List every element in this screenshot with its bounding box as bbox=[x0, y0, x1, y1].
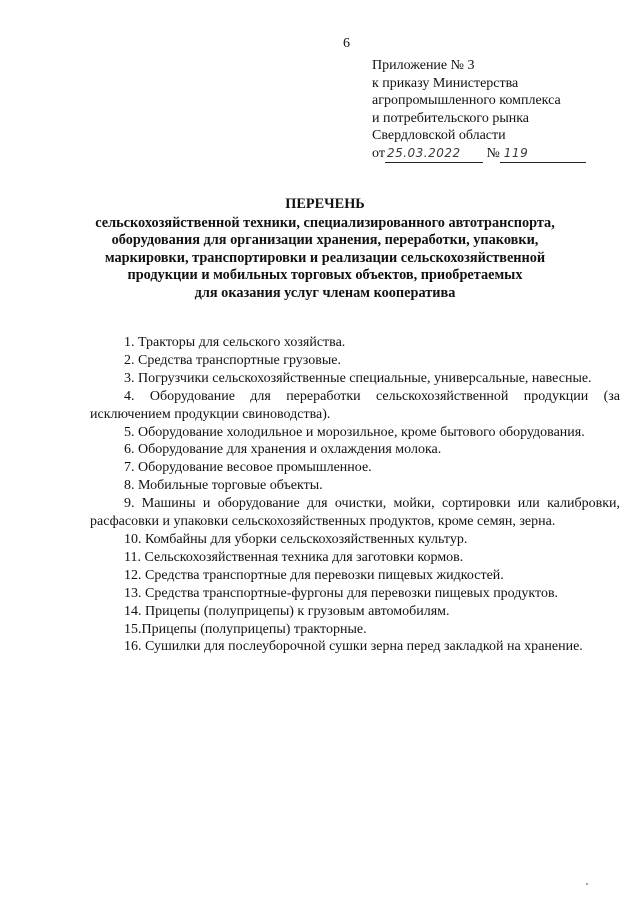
title-line: сельскохозяйственной техники, специализированного автотранспорта, bbox=[95, 214, 555, 231]
list-item: 6. Оборудование для хранения и охлаждения молока. bbox=[124, 442, 442, 458]
list-item: 11. Сельскохозяйственная техника для заготовки кормов. bbox=[124, 549, 464, 565]
number-prefix: № bbox=[486, 145, 500, 161]
list-item: 2. Средства транспортные грузовые. bbox=[124, 352, 341, 368]
list-item: 10. Комбайны для уборки сельскохозяйственных культур. bbox=[124, 531, 468, 547]
appendix-ministry-line: агропромышленного комплекса bbox=[372, 93, 561, 108]
list-item: 5. Оборудование холодильное и морозильное, кроме бытового оборудования. bbox=[124, 424, 585, 440]
list-item: 9. Машины и оборудование для очистки, мойки, сортировки или калибровки, расфасовки и упаковки сельскохозяйственных продуктов, кроме семян, зерна. bbox=[90, 496, 620, 530]
list-item: 3. Погрузчики сельскохозяйственные специальные, универсальные, навесные. bbox=[124, 370, 592, 386]
date-prefix: от bbox=[372, 145, 385, 161]
scan-speck bbox=[586, 883, 588, 885]
list-item: 15.Прицепы (полуприцепы) тракторные. bbox=[124, 621, 367, 637]
title-line: для оказания услуг членам кооператива bbox=[194, 284, 456, 301]
appendix-title: Приложение № 3 bbox=[372, 58, 475, 73]
list-item: 1. Тракторы для сельского хозяйства. bbox=[124, 335, 346, 350]
list-item: 14. Прицепы (полуприцепы) к грузовым автомобилям. bbox=[124, 603, 450, 619]
appendix-order-line: к приказу Министерства bbox=[372, 75, 519, 91]
title-line: продукции и мобильных торговых объектов, приобретаемых bbox=[127, 267, 523, 284]
list-item: 13. Средства транспортные-фургоны для перевозки пищевых продуктов. bbox=[124, 585, 559, 601]
appendix-header bbox=[372, 57, 622, 163]
appendix-date-line bbox=[372, 145, 622, 164]
title-line: маркировки, транспортировки и реализации сельскохозяйственной bbox=[104, 249, 546, 266]
title-line: оборудования для организации хранения, переработки, упаковки, bbox=[111, 232, 539, 249]
list-item: 8. Мобильные торговые объекты. bbox=[124, 478, 323, 494]
order-date: 25.03.2022 bbox=[386, 145, 461, 160]
list-item: 7. Оборудование весовое промышленное. bbox=[124, 460, 372, 476]
list-item: 12. Средства транспортные для перевозки пищевых жидкостей. bbox=[124, 567, 504, 583]
order-number: 119 bbox=[503, 145, 529, 160]
document-title bbox=[70, 196, 580, 303]
list-item: 4. Оборудование для переработки сельскохозяйственной продукции (за исключением продукции свиноводства). bbox=[90, 388, 620, 422]
equipment-list bbox=[90, 334, 620, 656]
appendix-region-line: Свердловской области bbox=[372, 128, 506, 143]
title-main: ПЕРЕЧЕНЬ bbox=[285, 196, 365, 212]
page-number: 6 bbox=[343, 36, 350, 51]
list-item: 16. Сушилки для послеуборочной сушки зерна перед закладкой на хранение. bbox=[124, 639, 583, 655]
appendix-market-line: и потребительского рынка bbox=[372, 110, 530, 126]
